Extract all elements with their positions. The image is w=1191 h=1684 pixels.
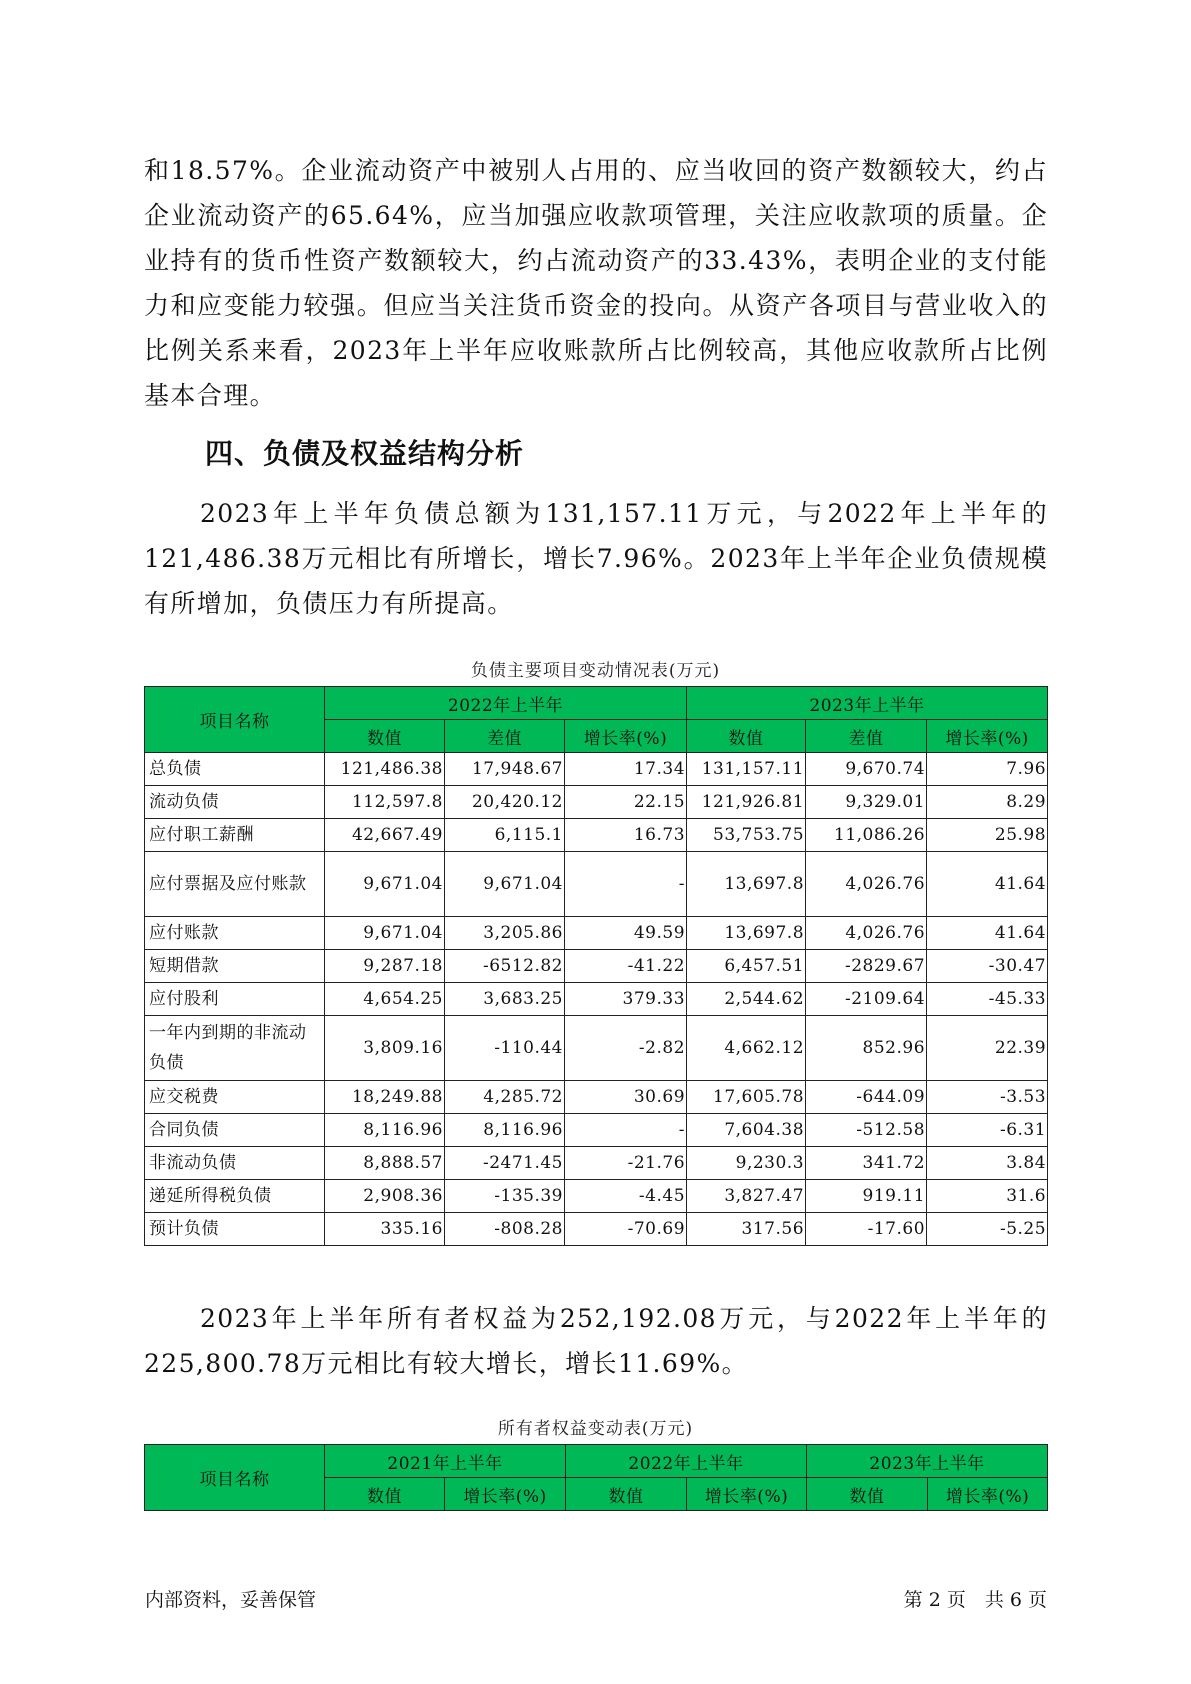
row-item-name: 一年内到期的非流动负债 [145,1016,325,1081]
cell-value-2022: 3,809.16 [325,1016,445,1081]
footer-confidential-note: 内部资料，妥善保管 [145,1589,317,1611]
table-row [145,1114,1048,1147]
cell-diff-2023: -644.09 [806,1081,927,1114]
cell-growth-2023: -3.53 [927,1081,1048,1114]
cell-diff-2022: 17,948.67 [445,753,565,786]
row-item-name: 合同负债 [145,1114,325,1147]
cell-value-2022: 42,667.49 [325,819,445,852]
cell-diff-2023: 9,670.74 [806,753,927,786]
header-period-2023: 2023年上半年 [807,1445,1048,1478]
cell-growth-2022: -2.82 [565,1016,687,1081]
cell-diff-2022: 3,205.86 [445,917,565,950]
cell-growth-2023: 7.96 [927,753,1048,786]
table-row [145,1147,1048,1180]
cell-value-2023: 2,544.62 [687,983,806,1016]
row-item-name: 应付股利 [145,983,325,1016]
footer-page-number: 第 2 页 共 6 页 [903,1589,1047,1611]
cell-value-2023: 13,697.8 [687,852,806,917]
cell-diff-2022: -2471.45 [445,1147,565,1180]
cell-growth-2022: -4.45 [565,1180,687,1213]
header-item-name: 项目名称 [145,687,325,753]
cell-diff-2023: 341.72 [806,1147,927,1180]
cell-value-2023: 7,604.38 [687,1114,806,1147]
cell-growth-2023: 3.84 [927,1147,1048,1180]
cell-growth-2023: 31.6 [927,1180,1048,1213]
liability-table [144,686,1048,1246]
cell-diff-2023: 11,086.26 [806,819,927,852]
cell-value-2022: 121,486.38 [325,753,445,786]
row-item-name: 应交税费 [145,1081,325,1114]
cell-value-2022: 8,888.57 [325,1147,445,1180]
cell-value-2022: 9,671.04 [325,852,445,917]
table-row [145,852,1048,917]
header-period-2021: 2021年上半年 [325,1445,566,1478]
cell-value-2022: 18,249.88 [325,1081,445,1114]
cell-growth-2022: 49.59 [565,917,687,950]
subheader-diff: 差值 [806,720,927,753]
cell-diff-2023: 919.11 [806,1180,927,1213]
cell-growth-2022: -70.69 [565,1213,687,1246]
cell-diff-2022: 3,683.25 [445,983,565,1016]
section-heading: 四、负债及权益结构分析 [205,437,525,470]
table-row [145,1180,1048,1213]
header-period-2023: 2023年上半年 [687,687,1048,720]
cell-value-2023: 317.56 [687,1213,806,1246]
cell-value-2023: 3,827.47 [687,1180,806,1213]
subheader-growth: 增长率(%) [927,720,1048,753]
row-item-name: 流动负债 [145,786,325,819]
header-period-2022: 2022年上半年 [566,1445,807,1478]
table-row [145,950,1048,983]
liability-table-caption: 负债主要项目变动情况表(万元) [470,661,721,681]
subheader-growth: 增长率(%) [928,1478,1048,1511]
cell-growth-2022: 16.73 [565,819,687,852]
cell-diff-2022: 4,285.72 [445,1081,565,1114]
cell-diff-2022: 9,671.04 [445,852,565,917]
cell-growth-2022: 22.15 [565,786,687,819]
cell-diff-2023: -17.60 [806,1213,927,1246]
row-item-name: 短期借款 [145,950,325,983]
subheader-growth: 增长率(%) [445,1478,566,1511]
subheader-growth: 增长率(%) [565,720,687,753]
cell-growth-2023: 25.98 [927,819,1048,852]
cell-growth-2023: 8.29 [927,786,1048,819]
cell-diff-2023: 4,026.76 [806,852,927,917]
cell-growth-2023: 41.64 [927,917,1048,950]
cell-diff-2023: -2109.64 [806,983,927,1016]
cell-growth-2022: - [565,1114,687,1147]
cell-growth-2023: 22.39 [927,1016,1048,1081]
cell-diff-2022: 20,420.12 [445,786,565,819]
cell-growth-2022: 17.34 [565,753,687,786]
cell-growth-2023: -30.47 [927,950,1048,983]
cell-diff-2022: 6,115.1 [445,819,565,852]
table-row [145,983,1048,1016]
cell-value-2022: 4,654.25 [325,983,445,1016]
equity-table [144,1444,1048,1511]
cell-value-2023: 53,753.75 [687,819,806,852]
cell-value-2022: 335.16 [325,1213,445,1246]
row-item-name: 非流动负债 [145,1147,325,1180]
table-row [145,819,1048,852]
cell-value-2022: 112,597.8 [325,786,445,819]
cell-diff-2022: -110.44 [445,1016,565,1081]
cell-diff-2022: -808.28 [445,1213,565,1246]
cell-diff-2023: -2829.67 [806,950,927,983]
liability-paragraph: 2023年上半年负债总额为131,157.11万元，与2022年上半年的121,486.38万元相比有所增长，增长7.96%。2023年上半年企业负债规模有所增加，负债压力有所提高。 [144,499,1048,618]
row-item-name: 预计负债 [145,1213,325,1246]
subheader-value: 数值 [325,1478,445,1511]
cell-growth-2022: 30.69 [565,1081,687,1114]
table-row [145,1081,1048,1114]
table-row [145,786,1048,819]
subheader-value: 数值 [566,1478,687,1511]
cell-growth-2022: -21.76 [565,1147,687,1180]
row-item-name: 应付账款 [145,917,325,950]
cell-growth-2022: -41.22 [565,950,687,983]
equity-paragraph: 2023年上半年所有者权益为252,192.08万元，与2022年上半年的225,800.78万元相比有较大增长，增长11.69%。 [144,1304,1048,1378]
table-row [145,753,1048,786]
cell-diff-2022: -6512.82 [445,950,565,983]
cell-value-2022: 8,116.96 [325,1114,445,1147]
cell-value-2022: 9,671.04 [325,917,445,950]
subheader-value: 数值 [687,720,806,753]
subheader-value: 数值 [807,1478,928,1511]
cell-value-2023: 6,457.51 [687,950,806,983]
table-row [145,1213,1048,1246]
row-item-name: 应付票据及应付账款 [145,852,325,917]
cell-growth-2022: - [565,852,687,917]
cell-growth-2022: 379.33 [565,983,687,1016]
cell-value-2023: 13,697.8 [687,917,806,950]
cell-growth-2023: -45.33 [927,983,1048,1016]
table-row [145,1016,1048,1081]
cell-diff-2022: -135.39 [445,1180,565,1213]
cell-value-2023: 4,662.12 [687,1016,806,1081]
cell-diff-2023: 852.96 [806,1016,927,1081]
cell-value-2023: 131,157.11 [687,753,806,786]
cell-diff-2023: -512.58 [806,1114,927,1147]
cell-growth-2023: 41.64 [927,852,1048,917]
cell-value-2022: 2,908.36 [325,1180,445,1213]
row-item-name: 应付职工薪酬 [145,819,325,852]
cell-diff-2023: 4,026.76 [806,917,927,950]
row-item-name: 总负债 [145,753,325,786]
header-period-2022: 2022年上半年 [325,687,687,720]
intro-paragraph: 和18.57%。企业流动资产中被别人占用的、应当收回的资产数额较大，约占企业流动资产的65.64%，应当加强应收款项管理，关注应收款项的质量。企业持有的货币性资产数额较大，约占流动资产的33.43%，表明企业的支付能力和应变能力较强。但应当关注货币资金的投向。从资产各项目与营业收入的比例关系来看，2023年上半年应收账款所占比例较高，其他应收款所占比例基本合理。 [144,156,1048,410]
cell-diff-2022: 8,116.96 [445,1114,565,1147]
subheader-value: 数值 [325,720,445,753]
subheader-diff: 差值 [445,720,565,753]
cell-value-2023: 9,230.3 [687,1147,806,1180]
cell-growth-2023: -6.31 [927,1114,1048,1147]
cell-value-2022: 9,287.18 [325,950,445,983]
header-item-name: 项目名称 [145,1445,325,1511]
cell-growth-2023: -5.25 [927,1213,1048,1246]
table-row [145,917,1048,950]
subheader-growth: 增长率(%) [687,1478,807,1511]
cell-value-2023: 121,926.81 [687,786,806,819]
row-item-name: 递延所得税负债 [145,1180,325,1213]
cell-diff-2023: 9,329.01 [806,786,927,819]
cell-value-2023: 17,605.78 [687,1081,806,1114]
equity-table-caption: 所有者权益变动表(万元) [497,1419,694,1439]
